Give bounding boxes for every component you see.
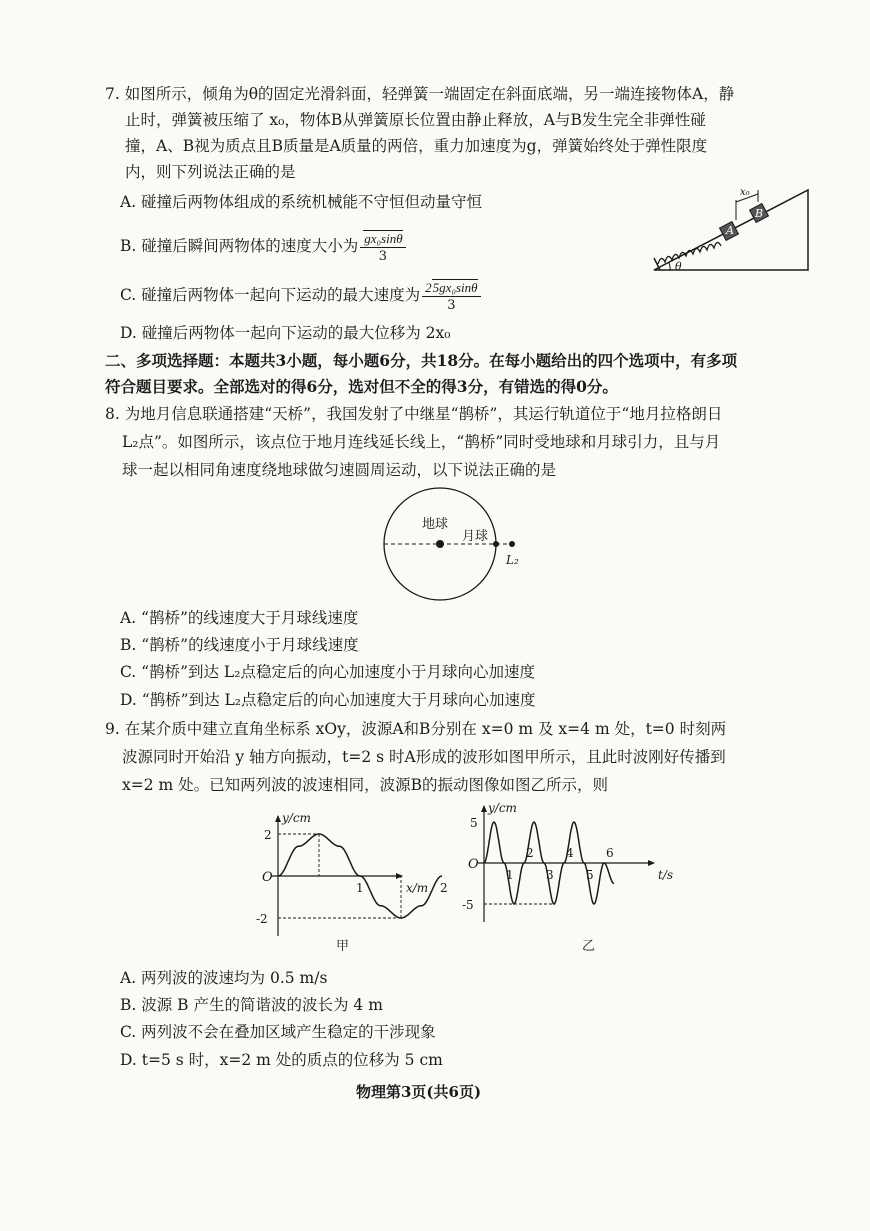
moon-label: 月球 (462, 529, 489, 544)
y-tick-top: 2 (264, 828, 272, 842)
x-axis-arrow (648, 860, 655, 866)
y-axis-label: y/cm (488, 801, 517, 815)
q7-option-b-fraction (360, 230, 405, 265)
x-tick-1: 1 (506, 868, 514, 882)
spring (658, 242, 721, 264)
x-axis-label: t/s (658, 868, 674, 882)
section2-header-line-1: 二、多项选择题：本题共3小题，每小题6分，共18分。在每小题给出的四个选项中，有多项 (105, 351, 738, 370)
x-tick-6: 6 (606, 846, 614, 860)
q9-stem-line-1: 9. 在某介质中建立直角坐标系 xOy，波源A和B分别在 x=0 m 及 x=4 m 处，t=0 时刻两 (105, 720, 727, 738)
q9-option-b: B. 波源 B 产生的简谐波的波长为 4 m (120, 996, 383, 1014)
q7-option-c-fraction (422, 279, 480, 314)
label-x0: x₀ (740, 187, 750, 198)
vibration-graph-yi (462, 800, 677, 955)
x-axis-label: x/m (406, 881, 429, 895)
section2-header-line-2: 符合题目要求。全部选对的得6分，选对但不全的得3分，有错选的得0分。 (105, 377, 618, 396)
y-axis-arrow (275, 815, 281, 822)
q9-stem-line-3: x=2 m 处。已知两列波的波速相同，波源B的振动图像如图乙所示，则 (122, 776, 609, 794)
wave-graph-jia (252, 802, 448, 957)
page-footer: 物理第3页(共6页) (356, 1083, 482, 1101)
q7-stem-line-3: 撞，A、B视为质点且B质量是A质量的两倍，重力加速度为g，弹簧始终处于弹性限度 (125, 137, 708, 155)
y-axis-arrow (481, 805, 487, 812)
chart-title: 乙 (582, 939, 596, 954)
q8-stem-line-1: 8. 为地月信息联通搭建“天桥”，我国发射了中继星“鹊桥”，其运行轨道位于“地月拉格朗日 (105, 405, 723, 423)
x-tick-4: 4 (566, 846, 574, 860)
l2-dot (509, 541, 515, 547)
q7-stem-line-1: 7. 如图所示，倾角为θ的固定光滑斜面，轻弹簧一端固定在斜面底端，另一端连接物体A，静 (105, 85, 735, 103)
label-b: B (755, 207, 764, 220)
x-tick-2: 2 (440, 881, 448, 895)
q7-option-c-text: C. 碰撞后两物体一起向下运动的最大速度为 (120, 286, 421, 304)
q8-orbit-figure (380, 486, 540, 604)
earth-label: 地球 (422, 517, 449, 532)
q7-option-a: A. 碰撞后两物体组成的系统机械能不守恒但动量守恒 (120, 193, 483, 211)
label-theta: θ (675, 260, 682, 273)
q7-option-c-radicand: 5gx₀sinθ (432, 279, 478, 295)
y-tick-bottom: -5 (462, 898, 474, 912)
q9-option-a: A. 两列波的波速均为 0.5 m/s (120, 969, 328, 987)
q7-option-b-text: B. 碰撞后瞬间两物体的速度大小为 (120, 237, 359, 255)
q7-incline-figure (640, 186, 815, 278)
y-tick-bottom: -2 (256, 912, 268, 926)
q7-option-b-numerator: gx₀sinθ (364, 230, 403, 246)
x-tick-2: 2 (526, 846, 534, 860)
l2-label: L₂ (506, 553, 519, 567)
origin-label: O (468, 857, 479, 872)
q9-option-d: D. t=5 s 时，x=2 m 处的质点的位移为 5 cm (120, 1051, 443, 1069)
earth-dot (436, 540, 444, 548)
x-axis-arrow (396, 873, 403, 879)
q8-stem-line-3: 球一起以相同角速度绕地球做匀速圆周运动，以下说法正确的是 (122, 461, 557, 479)
q9-option-c: C. 两列波不会在叠加区域产生稳定的干涉现象 (120, 1023, 436, 1041)
theta-arc (669, 263, 670, 270)
q7-stem-line-4: 内，则下列说法正确的是 (125, 163, 296, 181)
q7-option-d: D. 碰撞后两物体一起向下运动的最大位移为 2x₀ (120, 324, 451, 342)
q8-option-c: C. “鹊桥”到达 L₂点稳定后的向心加速度小于月球向心加速度 (120, 663, 535, 681)
y-tick-top: 5 (470, 816, 478, 830)
x-tick-1: 1 (356, 881, 364, 895)
chart-title: 甲 (336, 939, 350, 954)
q8-stem-line-2: L₂点”。如图所示，该点位于地月连线延长线上，“鹊桥”同时受地球和月球引力，且与月 (122, 433, 721, 451)
q7-option-c-denominator: 3 (447, 297, 456, 313)
y-axis-label: y/cm (282, 811, 311, 825)
x-tick-5: 5 (586, 868, 594, 882)
q9-stem-line-2: 波源同时开始沿 y 轴方向振动，t=2 s 时A形成的波形如图甲所示，且此时波刚好传播到 (122, 748, 726, 766)
q7-option-c-coef: 2 (425, 279, 432, 295)
label-a: A (726, 224, 734, 237)
q8-option-d: D. “鹊桥”到达 L₂点稳定后的向心加速度大于月球向心加速度 (120, 691, 536, 709)
moon-dot (493, 541, 499, 547)
x-tick-3: 3 (546, 868, 554, 882)
q8-option-b: B. “鹊桥”的线速度小于月球线速度 (120, 636, 359, 654)
q8-option-a: A. “鹊桥”的线速度大于月球线速度 (120, 609, 359, 627)
origin-label: O (262, 870, 273, 885)
q7-option-c (120, 273, 481, 317)
q7-stem-line-2: 止时，弹簧被压缩了 x₀，物体B从弹簧原长位置由静止释放，A与B发生完全非弹性碰 (125, 111, 706, 129)
q7-option-b-denominator: 3 (378, 248, 388, 264)
q7-option-b (120, 224, 406, 268)
